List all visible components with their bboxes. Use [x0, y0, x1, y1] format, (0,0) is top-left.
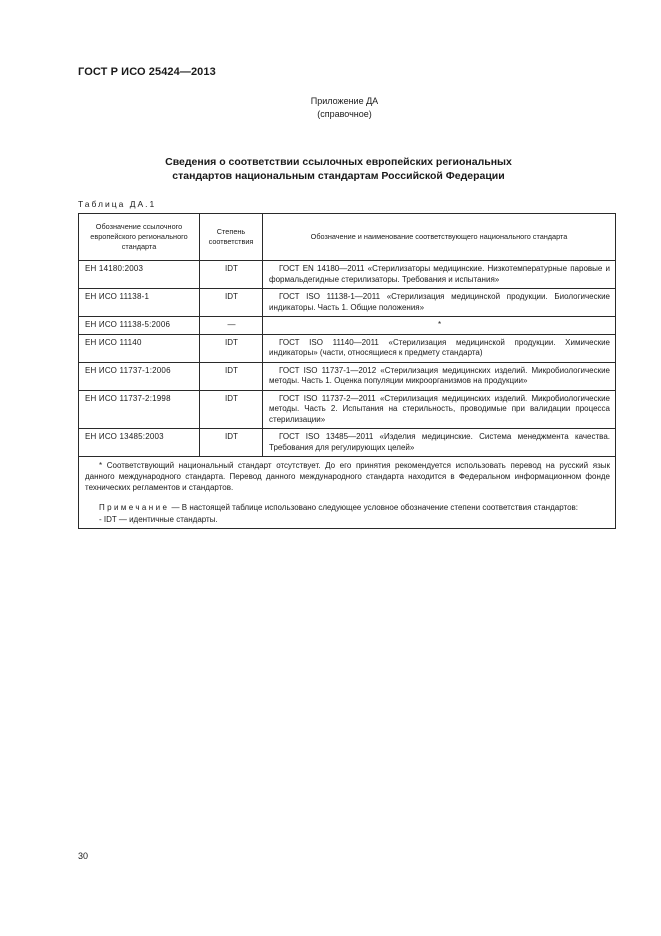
cell-national-standard: ГОСТ ISO 11737-2—2011 «Стерилизация медицинских изделий. Микробиологические методы. Часть 2. Испытания на стерильность, проводимые при валидации процесса стерилизации» [263, 390, 616, 429]
cell-degree: IDT [200, 390, 263, 429]
note-paragraph [85, 502, 610, 513]
section-title [78, 155, 599, 183]
cell-european-code: ЕН ИСО 13485:2003 [79, 429, 200, 457]
header-degree: Степень соответствия [200, 214, 263, 261]
section-title-line-1: Сведения о соответствии ссылочных европейских региональных [165, 156, 512, 168]
table-row [79, 390, 616, 429]
table-notes-row [79, 457, 616, 529]
cell-national-standard: ГОСТ ISO 11140—2011 «Стерилизация медицинской продукции. Химические индикаторы» (части, относящиеся к предмету стандарта) [263, 334, 616, 362]
table-caption: Таблица ДА.1 [78, 199, 157, 209]
table-notes [79, 457, 616, 529]
header-national-standard: Обозначение и наименование соответствующего национального стандарта [263, 214, 616, 261]
cell-european-code: ЕН ИСО 11138-5:2006 [79, 317, 200, 335]
cell-national-standard: ГОСТ ISO 11138-1—2011 «Стерилизация медицинской продукции. Биологические индикаторы. Часть 1. Общие положения» [263, 289, 616, 317]
cell-degree: IDT [200, 334, 263, 362]
correspondence-table [78, 213, 616, 529]
cell-european-code: ЕН 14180:2003 [79, 261, 200, 289]
page-number: 30 [78, 851, 89, 861]
cell-degree: — [200, 317, 263, 335]
cell-degree: IDT [200, 429, 263, 457]
table-row [79, 429, 616, 457]
document-code: ГОСТ Р ИСО 25424—2013 [78, 66, 216, 78]
cell-national-standard: ГОСТ EN 14180—2011 «Стерилизаторы медицинские. Низкотемпературные паровые и формальдегидные стерилизаторы. Требования и испытания» [263, 261, 616, 289]
appendix-subtitle: (справочное) [317, 108, 372, 119]
note-label: Примечание [99, 503, 170, 512]
cell-european-code: ЕН ИСО 11138-1 [79, 289, 200, 317]
cell-european-code: ЕН ИСО 11737-1:2006 [79, 362, 200, 390]
note-text: — В настоящей таблице использовано следующее условное обозначение степени соответствия стандартов: [169, 503, 578, 512]
cell-degree: IDT [200, 289, 263, 317]
table-row [79, 362, 616, 390]
section-title-line-2: стандартов национальным стандартам Российской Федерации [172, 170, 505, 182]
cell-european-code: ЕН ИСО 11140 [79, 334, 200, 362]
cell-national-standard: * [263, 317, 616, 335]
table-row [79, 289, 616, 317]
cell-degree: IDT [200, 261, 263, 289]
header-european-standard: Обозначение ссылочного европейского регионального стандарта [79, 214, 200, 261]
cell-national-standard: ГОСТ ISO 11737-1—2012 «Стерилизация медицинских изделий. Микробиологические методы. Часть 1. Оценка популяции микроорганизмов на продукции» [263, 362, 616, 390]
table-row [79, 261, 616, 289]
cell-national-standard: ГОСТ ISO 13485—2011 «Изделия медицинские. Система менеджмента качества. Требования для регулирующих целей» [263, 429, 616, 457]
table-row [79, 317, 616, 335]
appendix-title: Приложение ДА [310, 96, 379, 106]
cell-european-code: ЕН ИСО 11737-2:1998 [79, 390, 200, 429]
table-row [79, 334, 616, 362]
table-header-row [79, 214, 616, 261]
footnote-star: * Соответствующий национальный стандарт отсутствует. До его принятия рекомендуется использовать перевод на русский язык данного международного стандарта. Перевод данного международного стандарта находится в Федеральном информационном фонде технических регламентов и стандартов. [85, 461, 610, 492]
note-item: - IDT — идентичные стандарты. [99, 515, 218, 524]
cell-degree: IDT [200, 362, 263, 390]
appendix-heading [0, 95, 661, 120]
